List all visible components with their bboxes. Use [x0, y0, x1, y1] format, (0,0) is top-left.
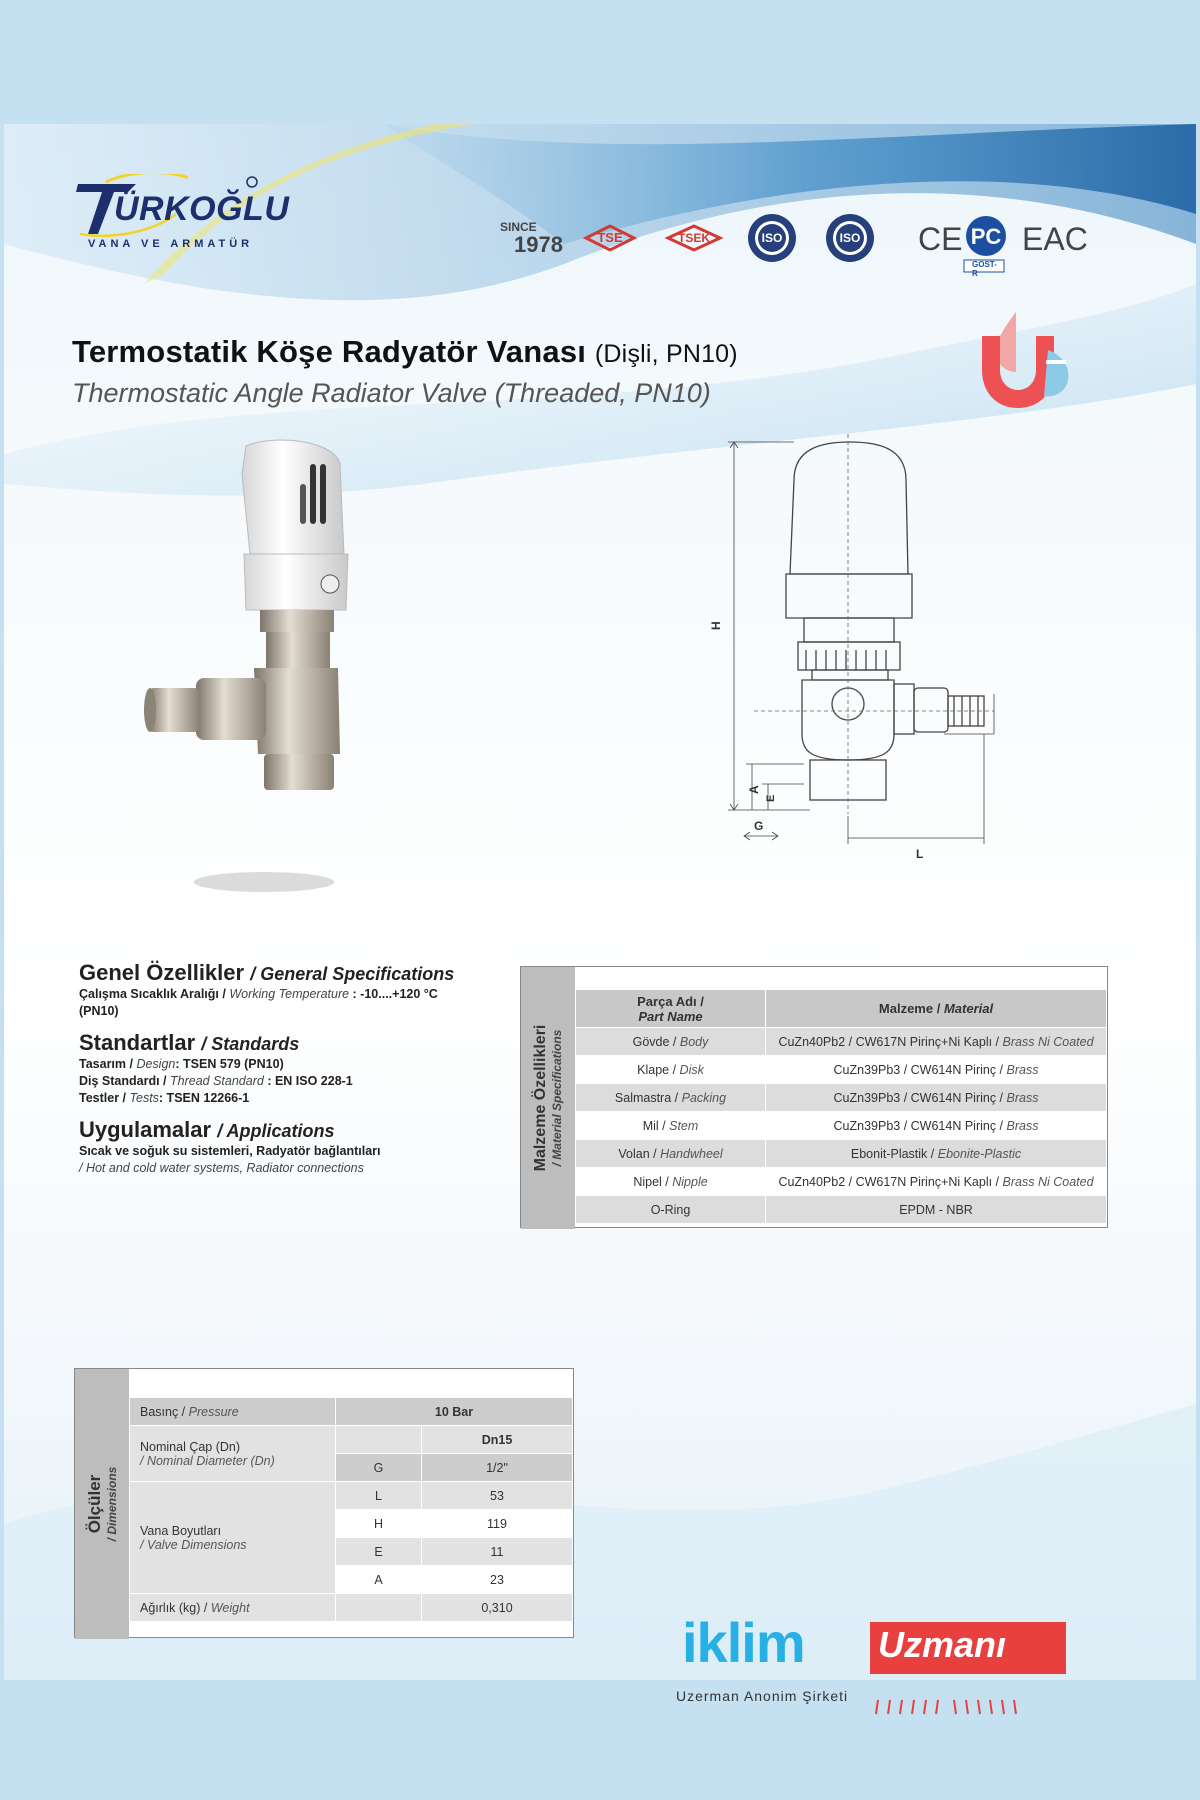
dim-value: 11 — [422, 1538, 573, 1566]
dimensions-side-title-en: / Dimensions — [105, 1466, 119, 1542]
working-temperature — [79, 986, 489, 1003]
weight-label-en: Weight — [210, 1600, 250, 1615]
iklim-uzmani-logo — [676, 1610, 1082, 1720]
dim-value: 53 — [422, 1482, 573, 1510]
applications-title: Uygulamalar — [79, 1117, 212, 1142]
material-cell — [766, 1084, 1107, 1112]
tsek-icon — [668, 226, 720, 250]
svg-text:TSE: TSE — [597, 230, 623, 245]
standards-title-en: / Standards — [201, 1034, 300, 1054]
part-en: Body — [679, 1034, 709, 1049]
table-row — [130, 1594, 573, 1622]
material-header-tr: Malzeme / — [878, 1001, 941, 1016]
dim-key: A — [336, 1566, 422, 1594]
dimensions-grid — [129, 1397, 573, 1622]
part-name-header — [576, 990, 766, 1028]
part-tr: O-Ring — [650, 1202, 691, 1217]
dim-key: G — [336, 1454, 422, 1482]
part-tr: Mil / — [642, 1118, 666, 1133]
material-header-row — [576, 990, 1107, 1028]
material-cell — [766, 1056, 1107, 1084]
part-cell — [576, 1028, 766, 1056]
part-tr: Salmastra / — [614, 1090, 679, 1105]
part-en: Packing — [681, 1090, 727, 1105]
tests-label-en: Tests — [129, 1091, 159, 1105]
tests-label: Testler / — [79, 1091, 127, 1105]
weight-label-cell — [130, 1594, 336, 1622]
svg-text:PC: PC — [970, 224, 1002, 249]
material-header-en: Material — [943, 1001, 994, 1016]
tests-value: : TSEN 12266-1 — [158, 1091, 250, 1105]
general-heading — [79, 960, 489, 986]
eac-icon — [1022, 221, 1088, 257]
nominal-label: Nominal Çap (Dn) — [140, 1439, 241, 1454]
mat-tr: CuZn40Pb2 / CW617N Pirinç+Ni Kaplı / — [778, 1174, 1000, 1189]
part-name-header-en: Part Name — [638, 1008, 703, 1024]
applications-line-2: / Hot and cold water systems, Radiator connections — [79, 1161, 364, 1175]
mat-tr: CuZn39Pb3 / CW614N Pirinç / — [833, 1090, 1004, 1105]
design-standard — [79, 1056, 489, 1073]
part-cell — [576, 1168, 766, 1196]
mat-tr: CuZn39Pb3 / CW614N Pirinç / — [833, 1118, 1004, 1133]
brand-tagline: VANA VE ARMATÜR — [88, 238, 254, 250]
dimensions-table — [74, 1368, 574, 1638]
valve-label: Vana Boyutları — [140, 1523, 222, 1538]
part-en: Stem — [669, 1118, 699, 1133]
turkoglu-logo — [76, 174, 306, 258]
title-turkish — [72, 334, 738, 370]
mat-tr: CuZn40Pb2 / CW617N Pirinç+Ni Kaplı / — [778, 1034, 1000, 1049]
title-tr-main: Termostatik Köşe Radyatör Vanası — [72, 334, 587, 369]
part-en: Handwheel — [660, 1146, 723, 1161]
mat-en: Brass — [1006, 1090, 1039, 1105]
part-cell — [576, 1196, 766, 1224]
part-cell — [576, 1084, 766, 1112]
material-side-title: Malzeme Özellikleri — [532, 1024, 549, 1172]
svg-text:ISO: ISO — [761, 231, 783, 245]
temp-label: Çalışma Sıcaklık Aralığı / — [79, 987, 226, 1001]
mat-en: Brass — [1006, 1118, 1039, 1133]
valve-label-en: / Valve Dimensions — [140, 1537, 247, 1552]
nominal-label-cell — [130, 1426, 336, 1482]
applications-heading — [79, 1117, 489, 1143]
pressure-value: 10 Bar — [336, 1398, 573, 1426]
catalog-sheet — [4, 124, 1196, 1680]
valve-photo — [134, 434, 394, 904]
weight-value: 0,310 — [422, 1594, 573, 1622]
table-row — [576, 1196, 1107, 1224]
dim-label-l: L — [916, 847, 924, 861]
temp-label-en: Working Temperature — [229, 987, 350, 1001]
pressure-label-cell — [130, 1398, 336, 1426]
material-cell — [766, 1196, 1107, 1224]
mat-en: Ebonite-Plastic — [937, 1146, 1022, 1161]
gost-label: GOST-R — [972, 260, 997, 278]
title-english: Thermostatic Angle Radiator Valve (Threaded, PN10) — [72, 378, 711, 408]
thread-standard — [79, 1073, 489, 1090]
part-cell — [576, 1112, 766, 1140]
mat-tr: EPDM - NBR — [899, 1202, 973, 1217]
table-row — [576, 1140, 1107, 1168]
brand-stripes-icon — [872, 1696, 1052, 1716]
part-en: Nipple — [672, 1174, 708, 1189]
iso-icon — [826, 214, 874, 262]
dim-label-a: A — [747, 785, 761, 794]
dimensions-side-title: Ölçüler — [85, 1474, 104, 1534]
svg-text:TSEK: TSEK — [677, 231, 711, 245]
thread-value: : EN ISO 228-1 — [267, 1074, 353, 1088]
mat-tr: CuZn39Pb3 / CW614N Pirinç / — [833, 1062, 1004, 1077]
ce-icon — [918, 221, 962, 257]
part-tr: Gövde / — [632, 1034, 677, 1049]
material-side-title-en: / Material Specifications — [550, 1029, 564, 1167]
top-band — [0, 0, 1200, 124]
brand-iklim: iklim — [682, 1611, 805, 1674]
part-tr: Klape / — [637, 1062, 677, 1077]
valve-dimensions-label-cell — [130, 1482, 336, 1594]
dim-value: 23 — [422, 1566, 573, 1594]
part-tr: Volan / — [618, 1146, 657, 1161]
material-header — [766, 990, 1107, 1028]
general-title-en: / General Specifications — [250, 964, 455, 984]
part-cell — [576, 1140, 766, 1168]
pressure-label: Basınç / — [140, 1404, 186, 1419]
table-row — [576, 1028, 1107, 1056]
material-specifications-table — [520, 966, 1108, 1228]
part-cell — [576, 1056, 766, 1084]
material-cell — [766, 1112, 1107, 1140]
dim-key: L — [336, 1482, 422, 1510]
technical-drawing — [694, 434, 1054, 874]
table-row — [130, 1482, 573, 1510]
dim-label-e: E — [765, 794, 777, 802]
iso-icon — [748, 214, 796, 262]
title-tr-sub: (Dişli, PN10) — [594, 340, 738, 368]
dim-key: H — [336, 1510, 422, 1538]
brand-uzmani: Uzmanı — [878, 1624, 1007, 1665]
applications-title-en: / Applications — [217, 1121, 335, 1141]
tse-icon — [586, 226, 634, 250]
applications-line-1: Sıcak ve soğuk su sistemleri, Radyatör bağlantıları — [79, 1144, 381, 1158]
nominal-blank — [336, 1426, 422, 1454]
pn-rating: (PN10) — [79, 1004, 119, 1018]
since-year: 1978 — [514, 232, 563, 257]
mat-en: Brass Ni Coated — [1002, 1034, 1094, 1049]
mat-en: Brass — [1006, 1062, 1039, 1077]
table-row — [576, 1056, 1107, 1084]
since-label: SINCE — [500, 220, 537, 234]
material-side-header — [521, 967, 575, 1229]
design-label: Tasarım / — [79, 1057, 133, 1071]
standards-title: Standartlar — [79, 1030, 196, 1055]
pressure-label-en: Pressure — [188, 1404, 239, 1419]
material-cell — [766, 1028, 1107, 1056]
u-badge-icon — [972, 306, 1072, 416]
design-value: : TSEN 579 (PN10) — [175, 1057, 284, 1071]
part-en: Disk — [679, 1062, 704, 1077]
nominal-label-en: / Nominal Diameter (Dn) — [140, 1453, 275, 1468]
weight-label: Ağırlık (kg) / — [140, 1600, 208, 1615]
company-name: Uzerman Anonim Şirketi — [676, 1688, 849, 1704]
dim-value: 119 — [422, 1510, 573, 1538]
thread-label-en: Thread Standard — [170, 1074, 264, 1088]
material-cell — [766, 1140, 1107, 1168]
tests-standard — [79, 1090, 489, 1107]
dim-label-h: H — [709, 621, 723, 630]
dim-label-g: G — [754, 819, 764, 833]
brand-name: ÜRKOĞLU — [114, 190, 290, 228]
table-row — [576, 1112, 1107, 1140]
svg-text:ISO: ISO — [839, 231, 861, 245]
dim-value: 1/2" — [422, 1454, 573, 1482]
nominal-value: Dn15 — [422, 1426, 573, 1454]
dim-key: E — [336, 1538, 422, 1566]
material-table — [575, 989, 1107, 1224]
thread-label: Diş Standardı / — [79, 1074, 167, 1088]
svg-text:CE: CE — [918, 221, 963, 257]
table-row — [576, 1168, 1107, 1196]
part-tr: Nipel / — [633, 1174, 669, 1189]
mat-en: Brass Ni Coated — [1002, 1174, 1094, 1189]
standards-heading — [79, 1030, 489, 1056]
cert-logos — [576, 214, 1156, 284]
table-row — [130, 1398, 573, 1426]
general-specifications — [79, 960, 489, 1177]
temp-value: : -10....+120 °C — [352, 987, 438, 1001]
dimensions-side-header — [75, 1369, 129, 1639]
general-title: Genel Özellikler — [79, 960, 245, 985]
table-row — [576, 1084, 1107, 1112]
svg-text:EAC: EAC — [1022, 221, 1088, 257]
table-row — [130, 1426, 573, 1454]
design-label-en: Design — [136, 1057, 176, 1071]
material-cell — [766, 1168, 1107, 1196]
weight-blank — [336, 1594, 422, 1622]
mat-tr: Ebonit-Plastik / — [850, 1146, 935, 1161]
part-name-header-tr: Parça Adı / — [637, 993, 704, 1009]
